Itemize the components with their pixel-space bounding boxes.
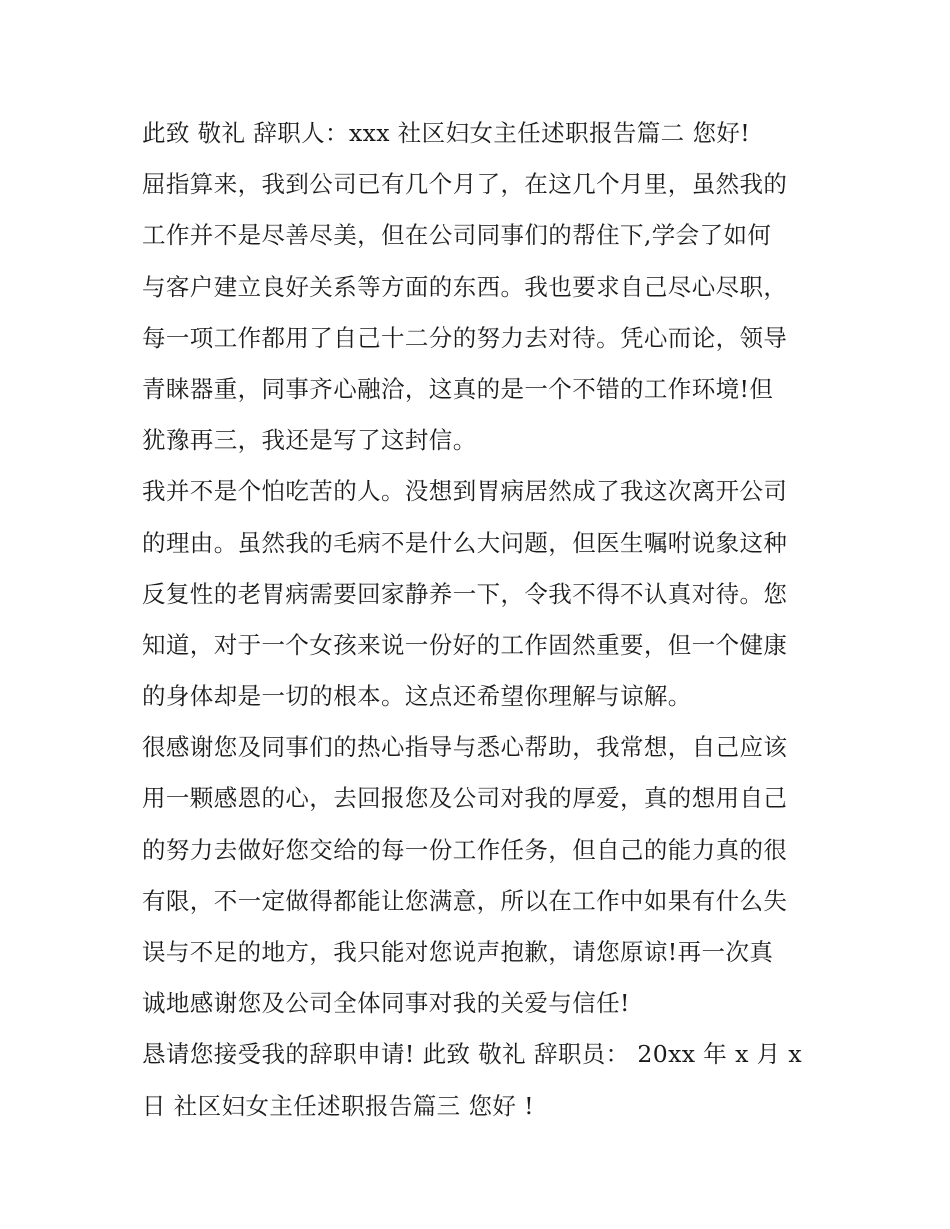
text-line: 青睐器重，同事齐心融洽，这真的是一个不错的工作环境!但	[142, 374, 774, 403]
text-line: 的身体却是一切的根本。这点还希望你理解与谅解。	[142, 682, 692, 711]
text-line: 用一颗感恩的心，去回报您及公司对我的厚爱，真的想用自己	[142, 784, 788, 813]
text-line: 诚地感谢您及公司全体同事对我的关爱与信任!	[142, 989, 630, 1018]
text-line: 工作并不是尽善尽美，但在公司同事们的帮住下,学会了如何	[142, 221, 772, 250]
text-line: 知道，对于一个女孩来说一份好的工作固然重要，但一个健康	[142, 630, 788, 659]
text-line: 的努力去做好您交给的每一份工作任务，但自己的能力真的很	[142, 835, 788, 864]
text-line: 有限，不一定做得都能让您满意，所以在工作中如果有什么失	[142, 886, 788, 915]
text-line: 误与不足的地方，我只能对您说声抱歉，请您原谅!再一次真	[142, 938, 774, 966]
text-line: 与客户建立良好关系等方面的东西。我也要求自己尽心尽职，	[142, 272, 788, 301]
text-line: 我并不是个怕吃苦的人。没想到胃病居然成了我这次离开公司	[142, 477, 788, 506]
text-line: 此致 敬礼 辞职人：xxx 社区妇女主任述职报告篇二 您好!	[142, 119, 751, 147]
text-line: 屈指算来，我到公司已有几个月了，在这几个月里，虽然我的	[142, 170, 788, 199]
text-line: 很感谢您及同事们的热心指导与悉心帮助，我常想，自己应该	[142, 733, 788, 762]
text-line: 日 社区妇女主任述职报告篇三 您好 !	[142, 1091, 534, 1120]
document-body	[142, 108, 822, 1132]
text-line: 犹豫再三，我还是写了这封信。	[142, 426, 477, 455]
text-line: 反复性的老胃病需要回家静养一下，令我不得不认真对待。您	[142, 579, 788, 608]
text-line: 的理由。虽然我的毛病不是什么大问题，但医生嘱咐说象这种	[142, 528, 788, 557]
text-line: 恳请您接受我的辞职申请! 此致 敬礼 辞职员： 20xx 年 x 月 x	[142, 1040, 803, 1069]
text-line: 每一项工作都用了自己十二分的努力去对待。凭心而论，领导	[142, 323, 788, 352]
